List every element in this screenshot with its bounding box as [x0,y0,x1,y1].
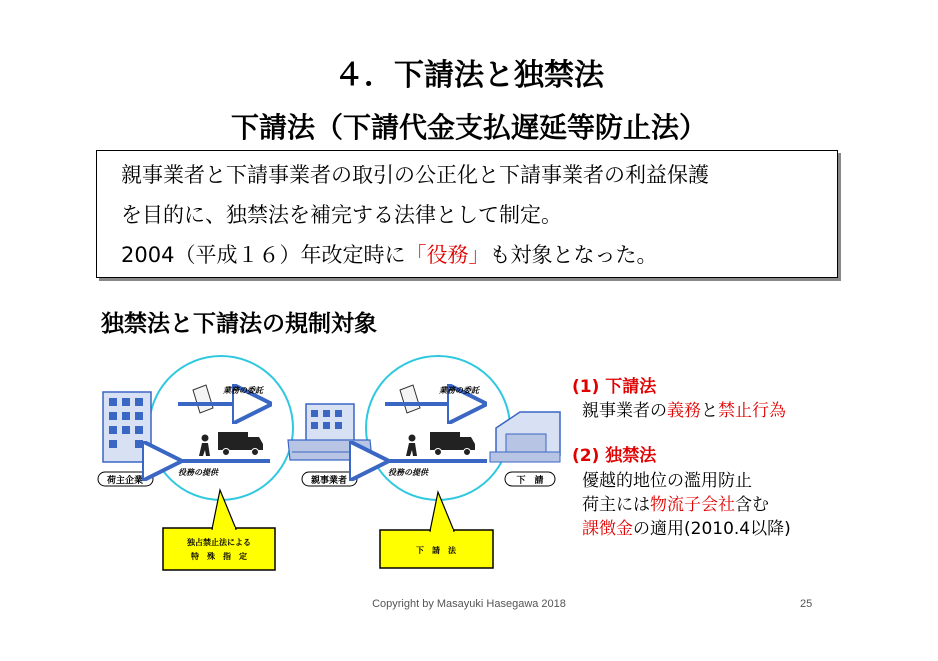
point-2-logistics-subsidiary: 物流子会社 [650,495,735,515]
point-2-line-2-pre: 荷主には [582,495,650,515]
point-1-duty: 義務 [667,401,701,421]
point-2-line-2 [582,490,769,515]
antimonopoly-callout-box [163,528,275,570]
shipper-label: 荷主企業 [106,476,144,486]
antimonopoly-callout-pointer [212,490,236,529]
slide-title: ４．下請法と独禁法 [334,58,604,93]
left-commission-label: 業務の委託 [223,386,263,395]
subcontract-callout-pointer [430,492,454,531]
point-2-line-1: 優越的地位の濫用防止 [582,471,752,491]
point-2-heading: (2) 独禁法 [572,446,657,466]
parent-warehouse-icon [288,404,372,460]
document-icon-left [193,385,213,413]
copyright-footer: Copyright by Masayuki Hasegawa 2018 [372,598,566,610]
truck-icon-left [218,432,263,456]
document-icon-right [400,385,420,413]
left-relationship-circle [149,356,293,500]
definition-line-3-highlight: 「役務」 [405,243,490,267]
point-2-line-3 [582,514,791,539]
definition-line-3-post: も対象となった。 [489,243,658,267]
point-1-body-mid: と [701,401,718,421]
definition-line-3-pre: 2004（平成１６）年改定時に [121,243,406,267]
right-commission-label: 業務の委託 [439,386,479,395]
slide-subtitle: 下請法（下請代金支払遅延等防止法） [230,111,707,144]
left-service-label: 役務の提供 [178,468,218,477]
worker-icon-left [199,435,210,457]
point-1-heading: (1) 下請法 [572,377,657,397]
subcontractor-warehouse-icon [490,412,560,462]
point-1-body [582,396,786,421]
point-2-surcharge: 課徴金 [582,519,633,539]
shipper-building-icon [103,392,151,462]
definition-line-2: を目的に、独禁法を補完する法律として制定。 [121,203,562,227]
section-title: 独禁法と下請法の規制対象 [101,311,377,337]
right-service-label: 役務の提供 [388,468,428,477]
antimonopoly-callout-line-2: 特 殊 指 定 [191,552,247,561]
page-number: 25 [800,598,813,610]
point-1-prohibited: 禁止行為 [718,401,786,421]
subcontractor-label: 下 請 [516,476,544,486]
point-2-line-3-post: の適用(2010.4以降) [633,519,791,539]
definition-line-1: 親事業者と下請事業者の取引の公正化と下請事業者の利益保護 [121,163,709,187]
subcontract-callout-label: 下 請 法 [416,546,456,555]
point-2-line-2-post: 含む [735,495,769,515]
point-1-body-pre: 親事業者の [582,401,667,421]
worker-icon-right [406,435,417,457]
antimonopoly-callout-line-1: 独占禁止法による [187,538,251,547]
parent-label: 親事業者 [310,476,348,486]
truck-icon-right [430,432,475,456]
right-relationship-circle [366,356,510,500]
